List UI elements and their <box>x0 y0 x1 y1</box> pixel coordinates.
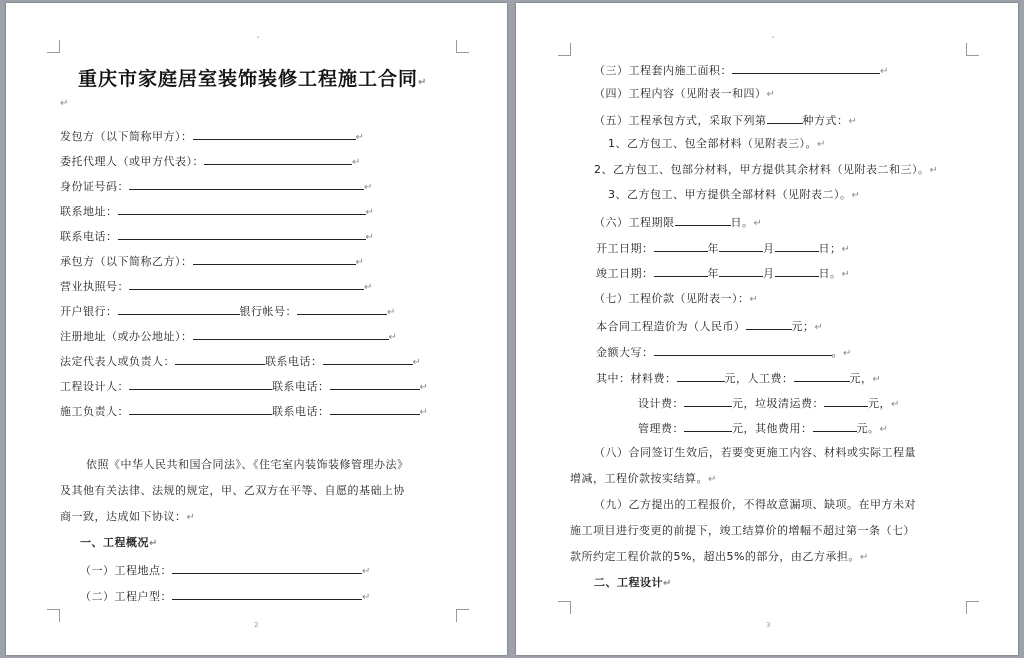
clause-8-line-2: 增减，工程价款按实结算。↵ <box>570 472 717 485</box>
ruler-mark: ˇ <box>771 36 775 45</box>
ruler-mark: ˇ <box>256 36 260 45</box>
contract-mode-line: （五）工程承包方式，采取下列第 种方式：↵ <box>594 114 858 127</box>
document-page-left <box>6 3 507 655</box>
paragraph-mark: ↵ <box>60 98 69 109</box>
duration-line: （六）工程期限 日。↵ <box>594 216 763 229</box>
phone-field: 联系电话： ↵ <box>60 230 375 243</box>
design-fee-line: 设计费： 元，垃圾清运费： 元，↵ <box>638 397 900 410</box>
preamble-line-3: 商一致，达成如下协议：↵ <box>60 510 196 523</box>
total-cost-line: 本合同工程造价为（人民币） 元；↵ <box>596 320 824 333</box>
agent-field: 委托代理人（或甲方代表）： ↵ <box>60 155 361 168</box>
site-location-field: （一）工程地点： ↵ <box>80 564 371 577</box>
section2-heading: 二、工程设计↵ <box>594 576 672 589</box>
amount-words-line: 金额大写： 。↵ <box>596 346 852 359</box>
margin-corner-bottom-left <box>558 601 571 614</box>
employer-field: 发包方（以下简称甲方）： ↵ <box>60 130 365 143</box>
contract-title: 重庆市家庭居室装饰装修工程施工合同↵ <box>78 68 428 90</box>
page-number: 3 <box>766 621 771 629</box>
start-date-line: 开工日期： 年 月 日；↵ <box>596 242 851 255</box>
document-page-right <box>516 3 1018 655</box>
management-fee-line: 管理费： 元，其他费用： 元。↵ <box>638 422 889 435</box>
address-field: 联系地址： ↵ <box>60 205 375 218</box>
margin-corner-top-left <box>558 43 571 56</box>
floor-area-field: （三）工程套内施工面积： ↵ <box>594 64 889 77</box>
clause-9-line-3: 款所约定工程价款的5%，超出5%的部分，由乙方承担。↵ <box>570 550 869 563</box>
page-number: 2 <box>254 621 259 629</box>
mode-option-3: 3、乙方包工、甲方提供全部材料（见附表二）。↵ <box>608 188 861 201</box>
margin-corner-top-left <box>47 40 60 53</box>
work-content-line: （四）工程内容（见附表一和四）↵ <box>594 87 776 100</box>
site-manager-field: 施工负责人： 联系电话： ↵ <box>60 405 429 418</box>
margin-corner-top-right <box>456 40 469 53</box>
price-heading: （七）工程价款（见附表一）：↵ <box>594 292 759 305</box>
mode-option-1: 1、乙方包工、包全部材料（见附表三）。↵ <box>608 137 826 150</box>
margin-corner-top-right <box>966 43 979 56</box>
margin-corner-bottom-right <box>966 601 979 614</box>
contractor-field: 承包方（以下简称乙方）： ↵ <box>60 255 365 268</box>
material-fee-line: 其中：材料费： 元，人工费： 元，↵ <box>596 372 882 385</box>
preamble-line-2: 及其他有关法律、法规的规定，甲、乙双方在平等、自愿的基础上协 <box>60 484 405 497</box>
designer-field: 工程设计人： 联系电话： ↵ <box>60 380 429 393</box>
id-number-field: 身份证号码： ↵ <box>60 180 373 193</box>
section1-heading: 一、工程概况↵ <box>80 536 158 549</box>
finish-date-line: 竣工日期： 年 月 日。↵ <box>596 267 851 280</box>
clause-8-line-1: （八）合同签订生效后，若要变更施工内容、材料或实际工程量 <box>594 446 916 459</box>
mode-option-2: 2、乙方包工、包部分材料，甲方提供其余材料（见附表二和三）。↵ <box>594 163 939 176</box>
registered-address-field: 注册地址（或办公地址）： ↵ <box>60 330 398 343</box>
clause-9-line-1: （九）乙方提出的工程报价，不得故意漏项、缺项。在甲方未对 <box>594 498 916 511</box>
clause-9-line-2: 施工项目进行变更的前提下，竣工结算价的增幅不超过第一条（七） <box>570 524 915 537</box>
bank-field: 开户银行： 银行帐号： ↵ <box>60 305 396 318</box>
margin-corner-bottom-right <box>456 609 469 622</box>
preamble-line-1: 依照《中华人民共和国合同法》、《住宅室内装饰装修管理办法》 <box>86 458 409 471</box>
margin-corner-bottom-left <box>47 609 60 622</box>
unit-type-field: （二）工程户型： ↵ <box>80 590 371 603</box>
legal-rep-field: 法定代表人或负责人： 联系电话： ↵ <box>60 355 422 368</box>
license-field: 营业执照号： ↵ <box>60 280 373 293</box>
